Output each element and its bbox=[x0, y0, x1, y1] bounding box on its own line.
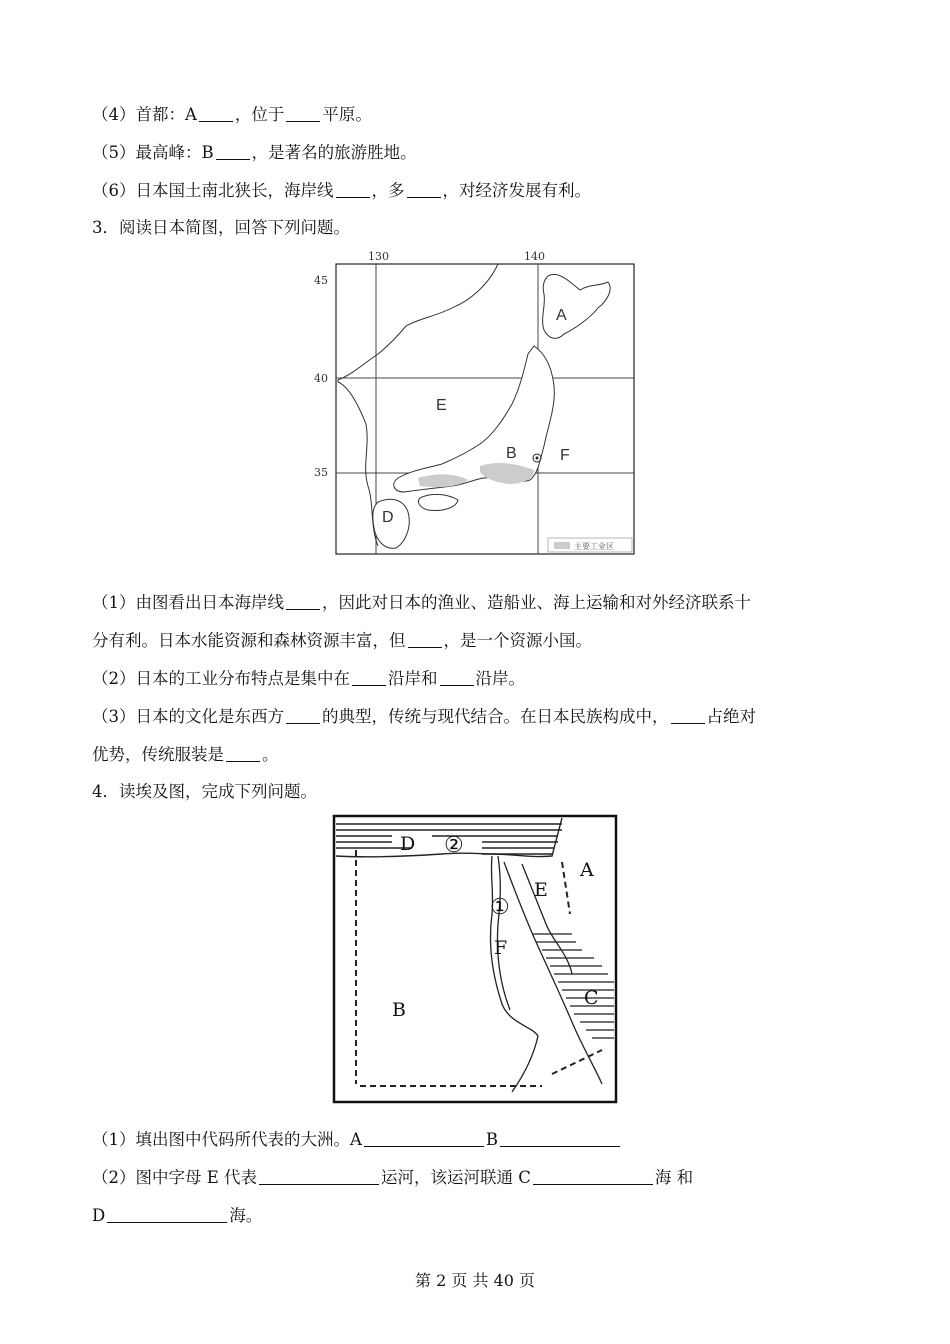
label-B: B bbox=[506, 445, 517, 462]
label-D: D bbox=[382, 509, 394, 526]
lat-45-label: 45 bbox=[314, 274, 328, 287]
blank[interactable] bbox=[671, 707, 705, 724]
q3-title: 3．阅读日本简图，回答下列问题。 bbox=[92, 218, 350, 237]
q3-sub-1b: 分有利。日本水能资源和森林资源丰富，但 ，是一个资源小国。 bbox=[92, 631, 592, 650]
q2-line-4: （4）首都：A ，位于 平原。 bbox=[92, 105, 372, 124]
blank[interactable] bbox=[286, 593, 320, 610]
blank[interactable] bbox=[199, 105, 233, 122]
label-A: A bbox=[580, 859, 594, 881]
page-footer: 第 2 页 共 40 页 bbox=[415, 1271, 535, 1290]
blank[interactable] bbox=[500, 1130, 620, 1147]
blank[interactable] bbox=[216, 143, 250, 160]
q4-sub-2b: D 海。 bbox=[92, 1206, 263, 1225]
label-E: E bbox=[436, 397, 447, 414]
q3-sub-3b: 优势，传统服装是 。 bbox=[92, 745, 279, 764]
label-F: F bbox=[494, 937, 508, 959]
label-circle-1: ① bbox=[490, 895, 510, 920]
q4-sub-2a: （2）图中字母 E 代表 运河，该运河联通 C 海 和 bbox=[92, 1168, 694, 1187]
label-B: B bbox=[392, 999, 406, 1021]
q2-line-5: （5）最高峰：B ，是著名的旅游胜地。 bbox=[92, 143, 417, 162]
blank[interactable] bbox=[107, 1206, 227, 1223]
label-E: E bbox=[534, 879, 548, 901]
blank[interactable] bbox=[533, 1168, 653, 1185]
q3-sub-2: （2）日本的工业分布特点是集中在 沿岸和 沿岸。 bbox=[92, 669, 525, 688]
blank[interactable] bbox=[336, 181, 370, 198]
lat-35-label: 35 bbox=[314, 466, 328, 479]
label-F: F bbox=[560, 447, 570, 464]
egypt-map bbox=[332, 814, 618, 1104]
q3-sub-3a: （3）日本的文化是东西方 的典型，传统与现代结合。在日本民族构成中， 占绝对 bbox=[92, 707, 756, 726]
q4-title: 4．读埃及图，完成下列问题。 bbox=[92, 782, 317, 801]
q2-line-6: （6）日本国土南北狭长，海岸线 ，多 ，对经济发展有利。 bbox=[92, 181, 591, 200]
blank[interactable] bbox=[286, 707, 320, 724]
blank[interactable] bbox=[408, 631, 442, 648]
legend-swatch bbox=[554, 542, 570, 549]
lat-40-label: 40 bbox=[314, 372, 328, 385]
q4-sub-1: （1）填出图中代码所代表的大洲。A B bbox=[92, 1128, 622, 1152]
label-D: D bbox=[400, 833, 416, 855]
lon-130-label: 130 bbox=[368, 250, 389, 263]
blank[interactable] bbox=[364, 1130, 484, 1147]
japan-map bbox=[308, 246, 644, 558]
label-C: C bbox=[584, 987, 599, 1009]
blank[interactable] bbox=[440, 669, 474, 686]
lon-140-label: 140 bbox=[524, 250, 545, 263]
q3-sub-1a: （1）由图看出日本海岸线 ，因此对日本的渔业、造船业、海上运输和对外经济联系十 bbox=[92, 593, 751, 612]
blank[interactable] bbox=[407, 181, 441, 198]
blank[interactable] bbox=[226, 745, 260, 762]
label-circle-2: ② bbox=[444, 833, 464, 858]
blank[interactable] bbox=[286, 105, 320, 122]
blank[interactable] bbox=[259, 1168, 379, 1185]
blank[interactable] bbox=[352, 669, 386, 686]
legend-label: 主要工业区 bbox=[574, 542, 614, 551]
label-A: A bbox=[556, 307, 567, 324]
